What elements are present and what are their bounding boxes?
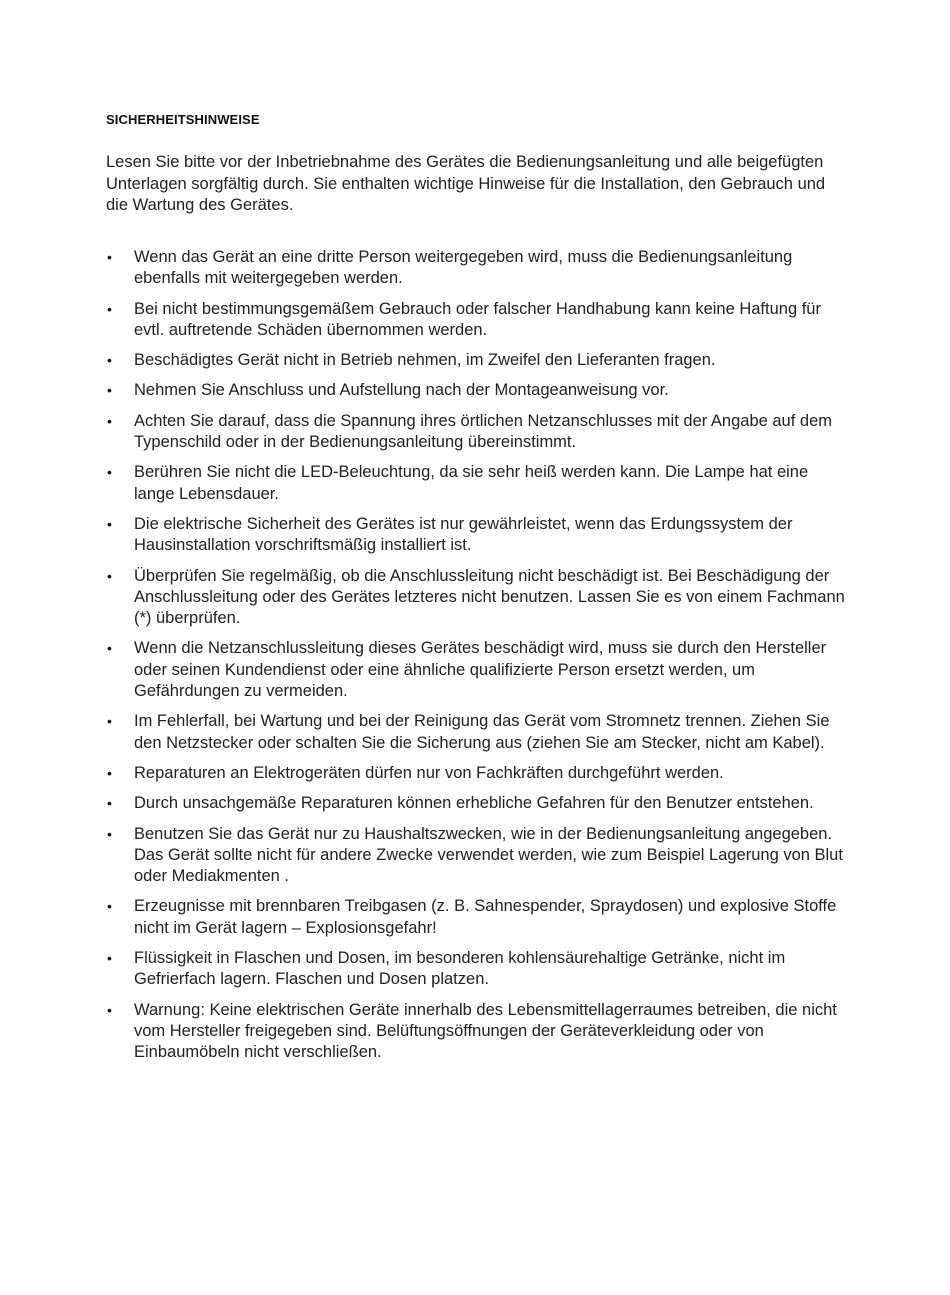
list-item-text: Erzeugnisse mit brennbaren Treibgasen (z. B. Sahnespender, Spraydosen) und explosive Stoffe nicht im Gerät lagern – Explosionsgefahr!	[134, 897, 837, 937]
bullet-icon: •	[107, 382, 112, 399]
list-item-text: Durch unsachgemäße Reparaturen können erhebliche Gefahren für den Benutzer entstehen.	[134, 794, 814, 813]
list-item	[106, 824, 846, 888]
list-item-text: Benutzen Sie das Gerät nur zu Haushaltszwecken, wie in der Bedienungsanleitung angegeben. Das Gerät sollte nicht für andere Zwecke verwendet werden, wie zum Beispiel Lagerung von Blut oder Mediakmenten .	[134, 824, 843, 886]
bullet-icon: •	[107, 640, 112, 657]
list-item-text: Bei nicht bestimmungsgemäßem Gebrauch oder falscher Handhabung kann keine Haftung für evtl. auftretende Schäden übernommen werden.	[134, 299, 821, 339]
list-item-text: Reparaturen an Elektrogeräten dürfen nur von Fachkräften durchgeführt werden.	[134, 763, 724, 782]
list-item	[106, 793, 846, 814]
list-item	[106, 1000, 846, 1064]
list-item	[106, 380, 846, 401]
list-item	[106, 566, 846, 630]
bullet-icon: •	[107, 1001, 112, 1018]
list-item	[106, 896, 846, 939]
bullet-icon: •	[107, 515, 112, 532]
intro-paragraph: Lesen Sie bitte vor der Inbetriebnahme des Gerätes die Bedienungsanleitung und alle beigefügten Unterlagen sorgfältig durch. Sie enthalten wichtige Hinweise für die Installation, den Gebrauch und die Wartung des Gerätes.	[106, 153, 826, 214]
list-item-text: Im Fehlerfall, bei Wartung und bei der Reinigung das Gerät vom Stromnetz trennen. Ziehen Sie den Netzstecker oder schalten Sie die Sicherung aus (ziehen Sie am Stecker, nicht am Kabel).	[134, 712, 830, 752]
document-title: SICHERHEITSHINWEISE	[106, 112, 260, 127]
list-item	[106, 299, 846, 342]
list-item	[106, 711, 846, 754]
list-item	[106, 638, 846, 702]
list-item	[106, 462, 846, 505]
bullet-icon: •	[107, 567, 112, 584]
bullet-icon: •	[107, 898, 112, 915]
bullet-icon: •	[107, 825, 112, 842]
bullet-icon: •	[107, 300, 112, 317]
bullet-icon: •	[107, 764, 112, 781]
safety-notes-list	[106, 247, 846, 1073]
list-item	[106, 411, 846, 454]
bullet-icon: •	[107, 249, 112, 265]
bullet-icon: •	[107, 464, 112, 481]
list-item-text: Überprüfen Sie regelmäßig, ob die Anschlussleitung nicht beschädigt ist. Bei Beschädigung der Anschlussleitung oder des Gerätes letzteres nicht benutzen. Lassen Sie es von einem Fachmann (*) überprüfen.	[134, 566, 845, 628]
list-item	[106, 350, 846, 371]
bullet-icon: •	[107, 795, 112, 812]
bullet-icon: •	[107, 352, 112, 369]
list-item	[106, 247, 846, 290]
list-item-text: Die elektrische Sicherheit des Gerätes ist nur gewährleistet, wenn das Erdungssystem der Hausinstallation vorschriftsmäßig installiert ist.	[134, 514, 793, 555]
list-item-text: Wenn die Netzanschlussleitung dieses Gerätes beschädigt wird, muss sie durch den Hersteller oder seinen Kundendienst oder eine ähnliche qualifizierte Person ersetzt werden, um Gefährdungen zu vermeiden.	[134, 639, 827, 701]
bullet-icon: •	[107, 713, 112, 730]
bullet-icon: •	[107, 950, 112, 967]
list-item-text: Wenn das Gerät an eine dritte Person weitergegeben wird, muss die Bedienungsanleitung ebenfalls mit weitergegeben werden.	[134, 248, 793, 288]
list-item	[106, 763, 846, 784]
list-item-text: Berühren Sie nicht die LED-Beleuchtung, da sie sehr heiß werden kann. Die Lampe hat eine lange Lebensdauer.	[134, 463, 809, 503]
list-item-text: Warnung: Keine elektrischen Geräte innerhalb des Lebensmittellagerraumes betreiben, die nicht vom Hersteller freigegeben sind. Belüftungsöffnungen der Geräteverkleidung oder von Einbaumöbeln nicht verschließen.	[134, 1000, 837, 1062]
list-item	[106, 514, 846, 557]
bullet-icon: •	[107, 412, 112, 429]
list-item	[106, 948, 846, 991]
list-item-text: Beschädigtes Gerät nicht in Betrieb nehmen, im Zweifel den Lieferanten fragen.	[134, 351, 716, 370]
list-item-text: Achten Sie darauf, dass die Spannung ihres örtlichen Netzanschlusses mit der Angabe auf dem Typenschild oder in der Bedienungsanleitung übereinstimmt.	[134, 411, 833, 452]
list-item-text: Flüssigkeit in Flaschen und Dosen, im besonderen kohlensäurehaltige Getränke, nicht im Gefrierfach lagern. Flaschen und Dosen platzen.	[134, 949, 786, 989]
list-item-text: Nehmen Sie Anschluss und Aufstellung nach der Montageanweisung vor.	[134, 381, 669, 400]
